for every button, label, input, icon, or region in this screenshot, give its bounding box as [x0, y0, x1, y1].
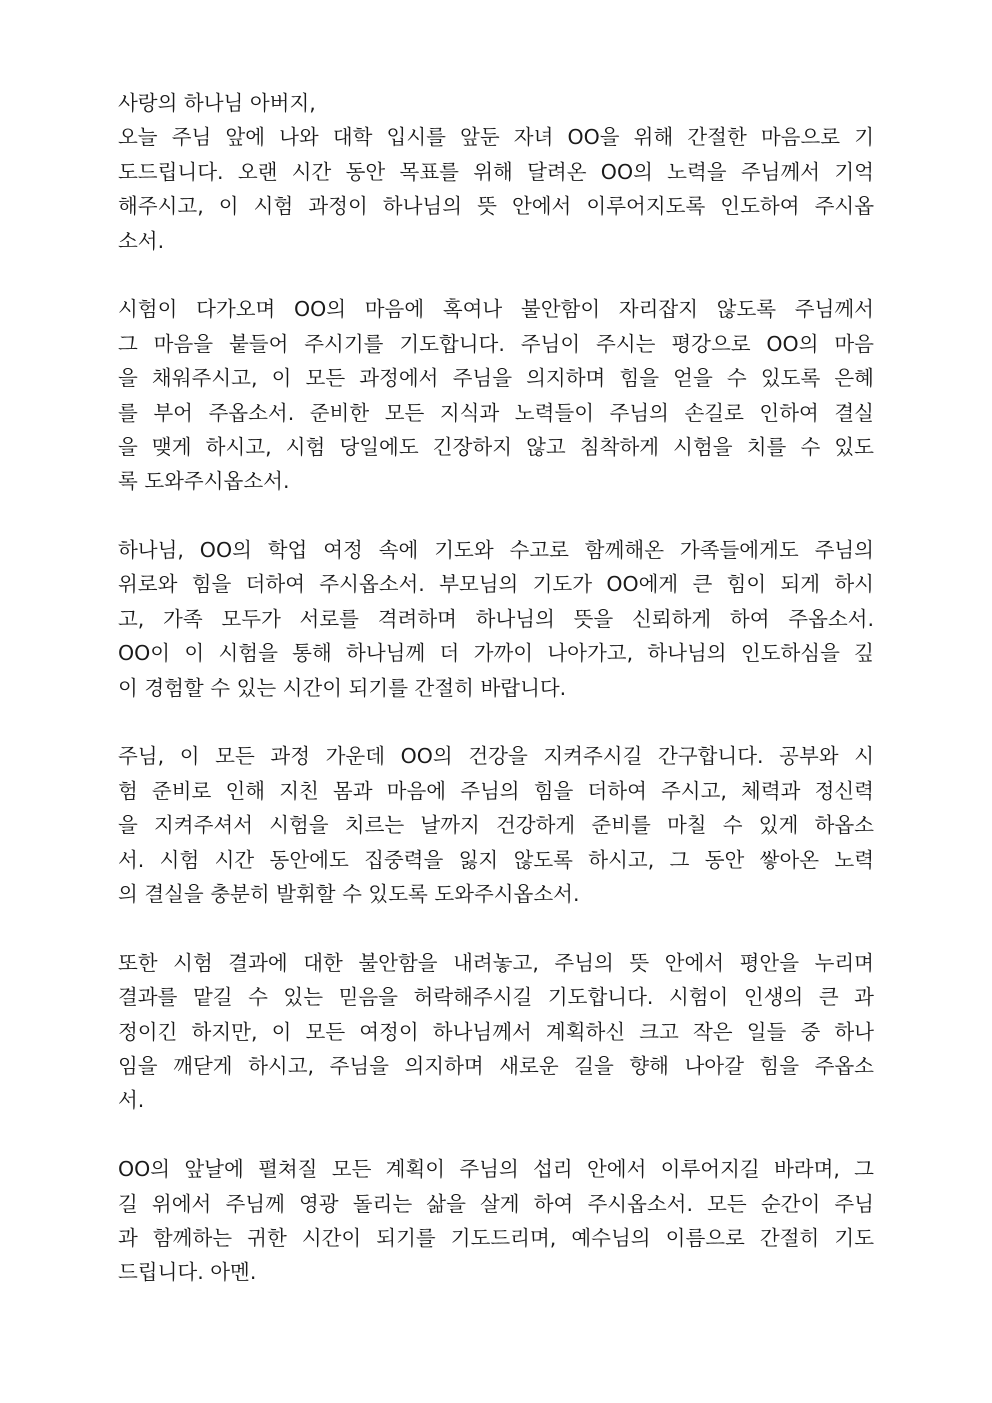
text-line: 길 위에서 주님께 영광 돌리는 삶을 살게 하여 주시옵소서. 모든 순간이 주님	[118, 1191, 874, 1216]
text-line: 도드립니다. 오랜 시간 동안 목표를 위해 달려온 OO의 노력을 주님께서 기억	[118, 159, 874, 184]
text-line: 서.	[118, 1088, 145, 1113]
text-line: 서. 시험 시간 동안에도 집중력을 잃지 않도록 하시고, 그 동안 쌓아온 노력	[118, 847, 874, 872]
text-line: 고, 가족 모두가 서로를 격려하며 하나님의 뜻을 신뢰하게 하여 주옵소서.	[118, 606, 874, 631]
text-line: OO의 앞날에 펼쳐질 모든 계획이 주님의 섭리 안에서 이루어지길 바라며, 그	[118, 1157, 874, 1182]
text-line: 임을 깨닫게 하시고, 주님을 의지하며 새로운 길을 향해 나아갈 힘을 주옵소	[118, 1053, 874, 1078]
text-line: 이 경험할 수 있는 시간이 되기를 간절히 바랍니다.	[118, 675, 567, 700]
text-line: 하나님, OO의 학업 여정 속에 기도와 수고로 함께해온 가족들에게도 주님의	[118, 538, 874, 563]
paragraph-1	[118, 120, 874, 258]
text-line: 록 도와주시옵소서.	[118, 469, 290, 494]
text-line: 결과를 맡길 수 있는 믿음을 허락해주시길 기도합니다. 시험이 인생의 큰 과	[118, 985, 874, 1010]
text-line: 그 마음을 붙들어 주시기를 기도합니다. 주님이 주시는 평강으로 OO의 마음	[118, 331, 874, 356]
text-line: 주님, 이 모든 과정 가운데 OO의 건강을 지켜주시길 간구합니다. 공부와 시	[118, 744, 874, 769]
text-line: 를 부어 주옵소서. 준비한 모든 지식과 노력들이 주님의 손길로 인하여 결실	[118, 400, 874, 425]
paragraph-6	[118, 1152, 874, 1290]
text-line: 오늘 주님 앞에 나와 대학 입시를 앞둔 자녀 OO을 위해 간절한 마음으로 기	[118, 125, 874, 150]
text-line: 험 준비로 인해 지친 몸과 마음에 주님의 힘을 더하여 주시고, 체력과 정신력	[118, 778, 874, 803]
text-line: 해주시고, 이 시험 과정이 하나님의 뜻 안에서 이루어지도록 인도하여 주시옵	[118, 194, 874, 219]
text-line: 소서.	[118, 228, 165, 253]
paragraph-4	[118, 739, 874, 911]
paragraph-2	[118, 292, 874, 498]
text-line: 정이긴 하지만, 이 모든 여정이 하나님께서 계획하신 크고 작은 일들 중 하나	[118, 1019, 874, 1044]
text-line: 의 결실을 충분히 발휘할 수 있도록 도와주시옵소서.	[118, 881, 580, 906]
salutation: 사랑의 하나님 아버지,	[118, 91, 316, 115]
paragraph-5	[118, 946, 874, 1118]
text-line: 을 채워주시고, 이 모든 과정에서 주님을 의지하며 힘을 얻을 수 있도록 은혜	[118, 366, 874, 391]
text-line: 을 지켜주셔서 시험을 치르는 날까지 건강하게 준비를 마칠 수 있게 하옵소	[118, 813, 874, 838]
text-line: 드립니다. 아멘.	[118, 1260, 257, 1285]
prayer-text	[118, 86, 874, 1324]
text-line: 또한 시험 결과에 대한 불안함을 내려놓고, 주님의 뜻 안에서 평안을 누리며	[118, 950, 874, 975]
text-line: 위로와 힘을 더하여 주시옵소서. 부모님의 기도가 OO에게 큰 힘이 되게 하시	[118, 572, 874, 597]
paragraph-3	[118, 533, 874, 705]
text-line: 과 함께하는 귀한 시간이 되기를 기도드리며, 예수님의 이름으로 간절히 기도	[118, 1225, 874, 1250]
text-line: OO이 이 시험을 통해 하나님께 더 가까이 나아가고, 하나님의 인도하심을 깊	[118, 641, 874, 666]
text-line: 을 맺게 하시고, 시험 당일에도 긴장하지 않고 침착하게 시험을 치를 수 있도	[118, 434, 874, 459]
text-line: 시험이 다가오며 OO의 마음에 혹여나 불안함이 자리잡지 않도록 주님께서	[118, 297, 874, 322]
